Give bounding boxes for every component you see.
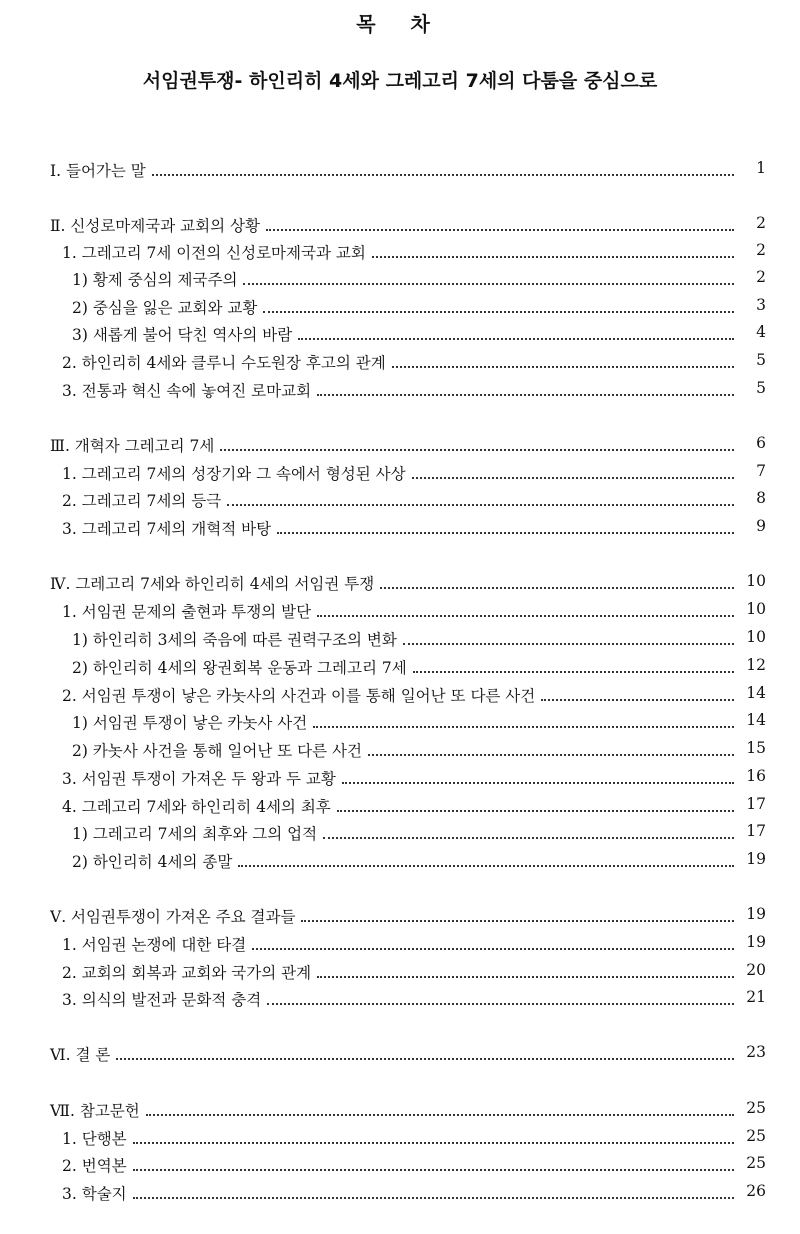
toc-entry	[50, 1182, 766, 1206]
toc-entry-page: 25	[746, 1099, 766, 1117]
toc-entry-page: 9	[756, 517, 766, 535]
dot-leader	[301, 920, 734, 922]
dot-leader	[313, 726, 734, 728]
toc-entry	[50, 379, 766, 403]
toc-entry-label: 3. 전통과 혁신 속에 놓여진 로마교회	[62, 382, 312, 400]
toc-entry	[50, 241, 766, 265]
toc-entry	[50, 296, 766, 320]
toc-entry	[50, 1043, 766, 1067]
toc-entry-label: 3. 학술지	[62, 1185, 127, 1203]
toc-entry-label: Ⅲ. 개혁자 그레고리 7세	[50, 437, 215, 455]
dot-leader	[372, 256, 734, 258]
dot-leader	[412, 477, 734, 479]
toc-entry-label: 1. 단행본	[62, 1130, 127, 1148]
toc-entry-page: 14	[746, 684, 766, 702]
toc-entry-page: 6	[756, 434, 766, 452]
dot-leader	[133, 1169, 734, 1171]
dot-leader	[380, 587, 734, 589]
toc-entry-page: 5	[756, 379, 766, 397]
toc-entry	[50, 850, 766, 874]
toc-entry-label: 1) 하인리히 3세의 죽음에 따른 권력구조의 변화	[72, 631, 397, 649]
toc-entry-page: 14	[746, 711, 766, 729]
dot-leader	[317, 976, 734, 978]
toc-entry	[50, 961, 766, 985]
dot-leader	[116, 1058, 734, 1060]
toc-entry-label: Ⅱ. 신성로마제국과 교회의 상황	[50, 217, 260, 235]
toc-entry-label: 1. 그레고리 7세의 성장기와 그 속에서 형성된 사상	[62, 465, 406, 483]
toc-entry-page: 10	[746, 600, 766, 618]
page-heading: 목 차	[356, 12, 444, 36]
toc-entry	[50, 323, 766, 347]
toc-entry	[50, 739, 766, 763]
dot-leader	[133, 1197, 734, 1199]
dot-leader	[337, 810, 734, 812]
toc-entry-label: 3. 의식의 발전과 문화적 충격	[62, 991, 262, 1009]
toc-entry-label: 2. 서임권 투쟁이 낳은 카놋사의 사건과 이를 통해 일어난 또 다른 사건	[62, 687, 536, 705]
dot-leader	[243, 283, 734, 285]
dot-leader	[317, 615, 734, 617]
toc-entry	[50, 905, 766, 929]
toc-entry-page: 26	[746, 1182, 766, 1200]
toc-entry	[50, 268, 766, 292]
dot-leader	[252, 948, 734, 950]
toc-entry-label: 2. 교회의 회복과 교회와 국가의 관계	[62, 964, 312, 982]
toc-entry-label: 2. 그레고리 7세의 등극	[62, 492, 222, 510]
toc-entry	[50, 517, 766, 541]
toc-entry-page: 19	[746, 905, 766, 923]
toc-entry	[50, 1127, 766, 1151]
toc-entry-page: 15	[746, 739, 766, 757]
toc-entry-page: 19	[746, 850, 766, 868]
dot-leader	[298, 338, 734, 340]
toc-entry-page: 1	[756, 159, 766, 177]
dot-leader	[368, 754, 734, 756]
toc-entry	[50, 795, 766, 819]
toc-entry	[50, 933, 766, 957]
dot-leader	[541, 699, 734, 701]
toc-entry-page: 20	[746, 961, 766, 979]
toc-entry-label: 3. 그레고리 7세의 개혁적 바탕	[62, 520, 272, 538]
toc-entry-label: 1. 그레고리 7세 이전의 신성로마제국과 교회	[62, 244, 366, 262]
toc-entry	[50, 489, 766, 513]
toc-entry-page: 25	[746, 1154, 766, 1172]
toc-entry	[50, 684, 766, 708]
document-subtitle: 서임권투쟁- 하인리히 4세와 그레고리 7세의 다툼을 중심으로	[142, 70, 658, 92]
toc-entry-page: 7	[756, 462, 766, 480]
toc-entry-page: 8	[756, 489, 766, 507]
dot-leader	[263, 311, 734, 313]
toc-entry	[50, 988, 766, 1012]
dot-leader	[392, 366, 734, 368]
toc-entry	[50, 822, 766, 846]
dot-leader	[146, 1114, 734, 1116]
toc-entry-page: 2	[756, 214, 766, 232]
dot-leader	[133, 1142, 734, 1144]
dot-leader	[403, 643, 734, 645]
dot-leader	[238, 865, 734, 867]
toc-entry-label: Ⅴ. 서임권투쟁이 가져온 주요 결과들	[50, 908, 296, 926]
toc-entry-page: 25	[746, 1127, 766, 1145]
toc-entry-label: 1) 그레고리 7세의 최후와 그의 업적	[72, 825, 318, 843]
toc-entry	[50, 572, 766, 596]
toc-entry-label: 1. 서임권 논쟁에 대한 타결	[62, 936, 247, 954]
toc-entry-page: 19	[746, 933, 766, 951]
toc-entry-label: 3. 서임권 투쟁이 가져온 두 왕과 두 교황	[62, 770, 336, 788]
toc-entry	[50, 462, 766, 486]
toc-entry	[50, 656, 766, 680]
toc-entry-label: 1) 서임권 투쟁이 낳은 카놋사 사건	[72, 714, 308, 732]
toc-entry-label: 2. 번역본	[62, 1157, 127, 1175]
dot-leader	[342, 782, 734, 784]
toc-entry-page: 2	[756, 241, 766, 259]
toc-entry-label: 3) 새롭게 불어 닥친 역사의 바람	[72, 326, 293, 344]
toc-entry-page: 5	[756, 351, 766, 369]
dot-leader	[220, 449, 734, 451]
toc-entry-page: 2	[756, 268, 766, 286]
dot-leader	[227, 504, 734, 506]
toc-entry	[50, 628, 766, 652]
toc-entry-page: 17	[746, 795, 766, 813]
toc-entry-page: 10	[746, 628, 766, 646]
toc-entry-label: 4. 그레고리 7세와 하인리히 4세의 최후	[62, 798, 331, 816]
toc-entry-label: 2) 하인리히 4세의 종말	[72, 853, 233, 871]
toc-entry-label: Ⅳ. 그레고리 7세와 하인리히 4세의 서임권 투쟁	[50, 575, 375, 593]
dot-leader	[267, 1003, 734, 1005]
toc-entry	[50, 434, 766, 458]
toc-entry-page: 17	[746, 822, 766, 840]
toc-entry-label: 2) 중심을 잃은 교회와 교황	[72, 299, 258, 317]
dot-leader	[266, 229, 734, 231]
toc-entry-label: 1) 황제 중심의 제국주의	[72, 271, 238, 289]
toc-entry	[50, 1154, 766, 1178]
toc-entry-page: 23	[746, 1043, 766, 1061]
toc-entry-page: 12	[746, 656, 766, 674]
dot-leader	[413, 671, 734, 673]
toc-entry-page: 3	[756, 296, 766, 314]
toc-entry-label: Ⅵ. 결 론	[50, 1046, 111, 1064]
toc-entry-label: 1. 서임권 문제의 출현과 투쟁의 발단	[62, 603, 312, 621]
dot-leader	[323, 837, 734, 839]
toc-entry	[50, 351, 766, 375]
toc-entry-label: 2. 하인리히 4세와 클루니 수도원장 후고의 관계	[62, 354, 386, 372]
toc-entry	[50, 711, 766, 735]
dot-leader	[152, 174, 734, 176]
toc-entry-label: Ⅶ. 참고문헌	[50, 1102, 140, 1120]
toc-entry	[50, 1099, 766, 1123]
dot-leader	[317, 394, 734, 396]
toc-entry-page: 16	[746, 767, 766, 785]
dot-leader	[277, 532, 734, 534]
toc-entry-label: 2) 카놋사 사건을 통해 일어난 또 다른 사건	[72, 742, 362, 760]
toc-entry-label: Ⅰ. 들어가는 말	[50, 162, 146, 180]
toc-entry-page: 4	[756, 323, 766, 341]
toc-entry-page: 21	[746, 988, 766, 1006]
toc-entry	[50, 159, 766, 183]
toc-entry	[50, 600, 766, 624]
toc-entry-label: 2) 하인리히 4세의 왕권회복 운동과 그레고리 7세	[72, 659, 407, 677]
toc-entry	[50, 767, 766, 791]
toc-entry-page: 10	[746, 572, 766, 590]
toc-entry	[50, 214, 766, 238]
